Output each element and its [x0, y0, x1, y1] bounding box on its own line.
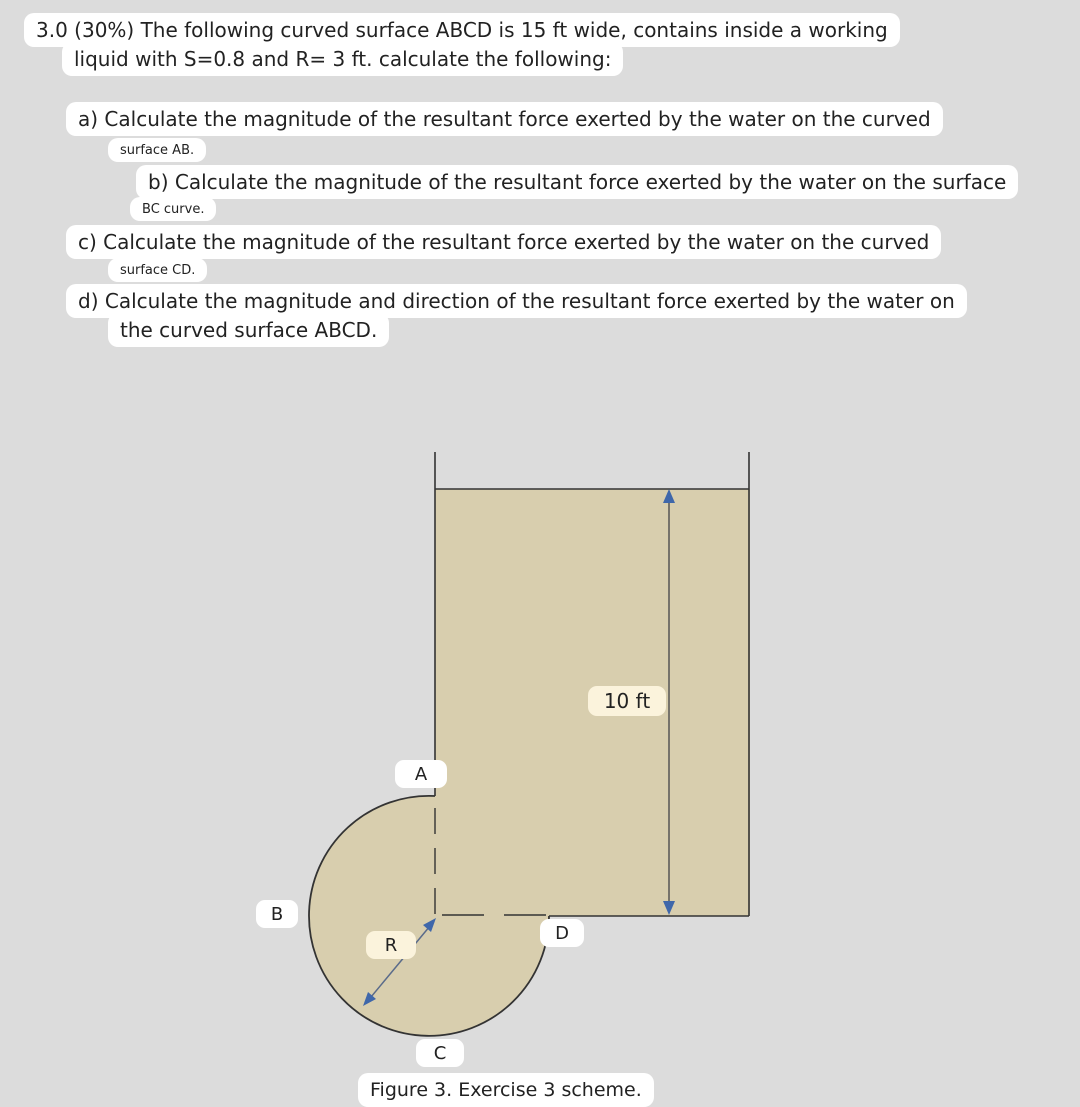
question-d-line2: the curved surface ABCD. [108, 313, 389, 347]
radius-label: R [366, 931, 416, 959]
question-a-line2: surface AB. [108, 138, 206, 162]
question-b-line1: b) Calculate the magnitude of the resultant force exerted by the water on the surface [136, 165, 1018, 199]
question-d-line1: d) Calculate the magnitude and direction of the resultant force exerted by the water on [66, 284, 967, 318]
dimension-label: 10 ft [588, 686, 666, 716]
question-a-line1: a) Calculate the magnitude of the resultant force exerted by the water on the curved [66, 102, 943, 136]
point-c-label: C [416, 1039, 464, 1067]
point-d-label: D [540, 919, 584, 947]
question-c-line1: c) Calculate the magnitude of the resultant force exerted by the water on the curved [66, 225, 941, 259]
point-b-label: B [256, 900, 298, 928]
question-b-line2: BC curve. [130, 197, 216, 221]
question-c-line2: surface CD. [108, 258, 207, 282]
figure-caption: Figure 3. Exercise 3 scheme. [358, 1073, 654, 1107]
point-a-label: A [395, 760, 447, 788]
problem-intro-line1: 3.0 (30%) The following curved surface ABCD is 15 ft wide, contains inside a working [24, 13, 900, 47]
problem-intro-line2: liquid with S=0.8 and R= 3 ft. calculate the following: [62, 42, 623, 76]
